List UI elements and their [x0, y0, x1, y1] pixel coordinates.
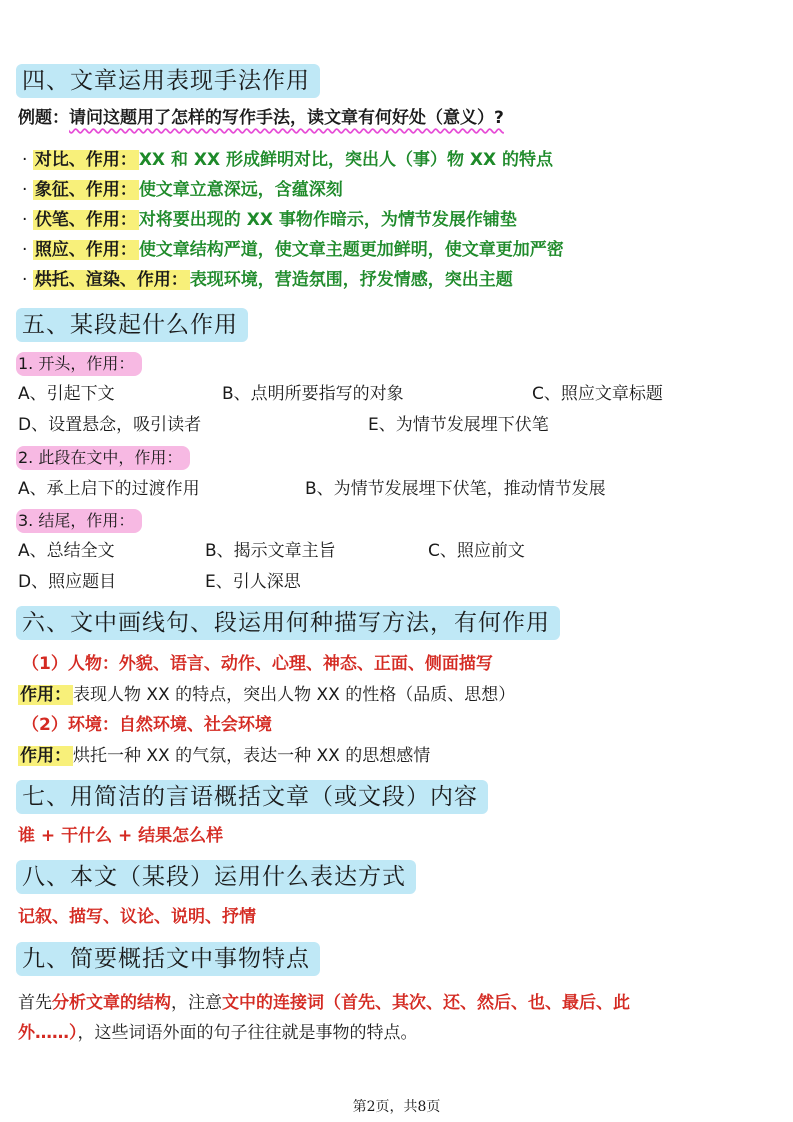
subheading-opening: 1. 开头，作用：	[16, 352, 142, 376]
list-item: · 象征、作用： 使文章立意深远，含蕴深刻	[22, 180, 343, 200]
item-term: 烘托、渲染、作用：	[34, 270, 188, 290]
paragraph-line-2	[18, 1021, 418, 1045]
text-span: 文中的连接词（首先、其次、还、然后、也、最后、此	[222, 993, 630, 1013]
section-5-title: 五、某段起什么作用	[16, 308, 248, 342]
item-desc: 使文章立意深远，含蕴深刻	[138, 180, 343, 200]
option-a: A、引起下文	[18, 384, 115, 404]
text-span: 首先	[18, 993, 52, 1013]
item-desc: 对将要出现的 XX 事物作暗示，为情节发展作铺垫	[138, 210, 517, 230]
section-8-title: 八、本文（某段）运用什么表达方式	[16, 860, 416, 894]
option-b: B、点明所要指写的对象	[222, 384, 404, 404]
text-span: 外……）	[18, 1023, 78, 1043]
paragraph-line-1	[18, 991, 630, 1015]
character-description: （1）人物：外貌、语言、动作、心理、神态、正面、侧面描写	[22, 654, 493, 674]
item-desc: XX 和 XX 形成鲜明对比，突出人（事）物 XX 的特点	[138, 150, 554, 170]
option-e: E、为情节发展埋下伏笔	[368, 415, 549, 435]
list-item: · 照应、作用： 使文章结构严道，使文章主题更加鲜明，使文章更加严密	[22, 240, 564, 260]
subheading-middle: 2. 此段在文中，作用：	[16, 446, 190, 470]
option-e: E、引人深思	[205, 572, 301, 592]
expression-modes: 记叙、描写、议论、说明、抒情	[18, 907, 256, 927]
item-term: 象征、作用：	[34, 180, 137, 200]
section-4-title: 四、文章运用表现手法作用	[16, 64, 320, 98]
list-item: · 对比、作用： XX 和 XX 形成鲜明对比，突出人（事）物 XX 的特点	[22, 150, 554, 170]
environment-description: （2）环境：自然环境、社会环境	[22, 715, 272, 735]
example-question	[18, 106, 504, 130]
item-term: 照应、作用：	[34, 240, 137, 260]
summary-formula: 谁 + 干什么 + 结果怎么样	[18, 826, 224, 846]
section-7-title: 七、用简洁的言语概括文章（或文段）内容	[16, 780, 488, 814]
example-label: 例题：	[18, 108, 69, 128]
list-item: · 伏笔、作用： 对将要出现的 XX 事物作暗示，为情节发展作铺垫	[22, 210, 517, 230]
option-d: D、设置悬念，吸引读者	[18, 415, 202, 435]
effect-text: 表现人物 XX 的特点，突出人物 XX 的性格（品质、思想）	[73, 685, 516, 705]
option-a: A、总结全文	[18, 541, 115, 561]
effect-text: 烘托一种 XX 的气氛，表达一种 XX 的思想感情	[73, 746, 431, 766]
character-effect	[18, 683, 515, 707]
option-b: B、为情节发展埋下伏笔，推动情节发展	[305, 479, 606, 499]
effect-label: 作用：	[20, 746, 71, 766]
item-term: 伏笔、作用：	[34, 210, 137, 230]
option-a: A、承上启下的过渡作用	[18, 479, 200, 499]
item-term: 对比、作用：	[34, 150, 137, 170]
text-span: ，注意	[171, 993, 222, 1013]
item-desc: 表现环境，营造氛围，抒发情感，突出主题	[189, 270, 513, 290]
section-6-title: 六、文中画线句、段运用何种描写方法，有何作用	[16, 606, 560, 640]
option-c: C、照应前文	[428, 541, 525, 561]
option-d: D、照应题目	[18, 572, 117, 592]
text-span: 分析文章的结构	[52, 993, 171, 1013]
subheading-ending: 3. 结尾，作用：	[16, 509, 142, 533]
list-item: · 烘托、渲染、作用： 表现环境，营造氛围，抒发情感，突出主题	[22, 270, 513, 290]
option-c: C、照应文章标题	[532, 384, 663, 404]
item-desc: 使文章结构严道，使文章主题更加鲜明，使文章更加严密	[138, 240, 564, 260]
section-9-title: 九、简要概括文中事物特点	[16, 942, 320, 976]
example-text: 请问这题用了怎样的写作手法，读文章有何好处（意义）?	[69, 108, 504, 128]
effect-label: 作用：	[20, 685, 71, 705]
page-footer: 第2页，共8页	[352, 1099, 441, 1115]
text-span: ，这些词语外面的句子往往就是事物的特点。	[77, 1023, 418, 1043]
environment-effect	[18, 744, 430, 768]
option-b: B、揭示文章主旨	[205, 541, 336, 561]
